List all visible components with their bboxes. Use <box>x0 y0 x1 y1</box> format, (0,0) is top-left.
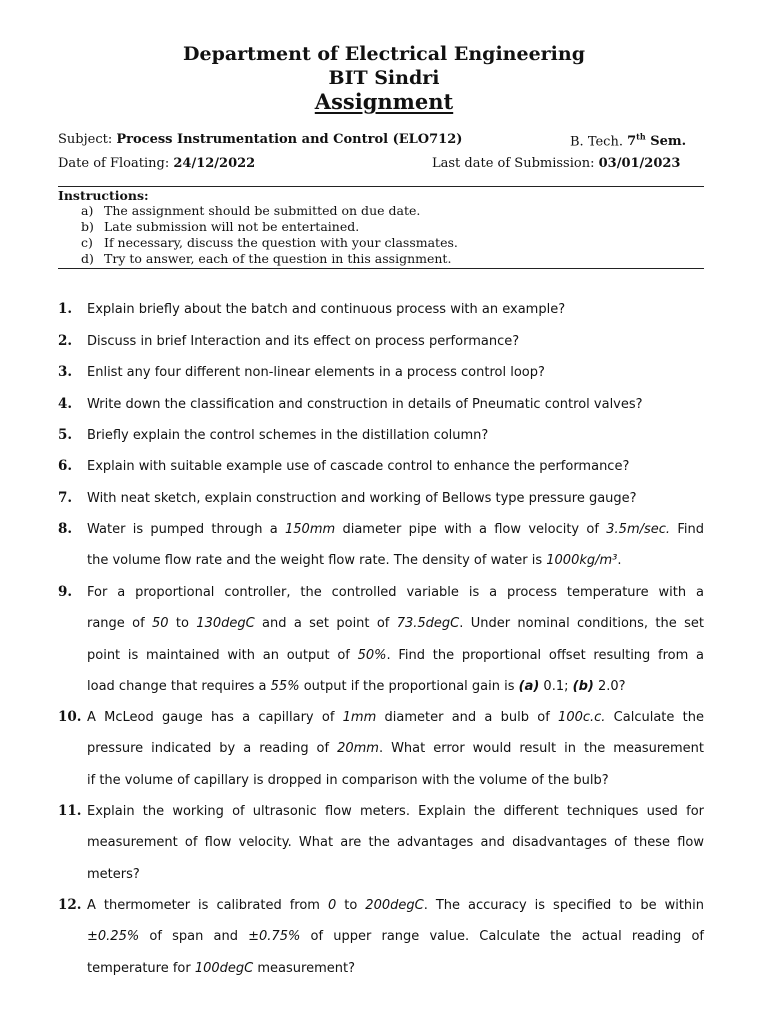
instruction-letter: d) <box>81 251 94 266</box>
instruction-text: Try to answer, each of the question in this assignment. <box>104 251 452 266</box>
bottom-divider <box>58 268 704 269</box>
semester-superscript: th <box>636 132 646 142</box>
question-number: 2. <box>58 333 73 349</box>
question-text-line: load change that requires a 55% output if the proportional gain is (a) 0.1; (b) 2.0? <box>87 679 626 695</box>
question-number: 11. <box>58 803 82 819</box>
question-text-line: Briefly explain the control schemes in the distillation column? <box>87 428 489 443</box>
question-text-line: temperature for 100degC measurement? <box>87 960 355 976</box>
question-text-line: Discuss in brief Interaction and its effect on process performance? <box>87 334 520 349</box>
department-heading: Department of Electrical Engineering <box>183 43 585 65</box>
page-title: Assignment <box>314 89 454 114</box>
question-text-line: Explain with suitable example use of cascade control to enhance the performance? <box>87 459 630 474</box>
instruction-item <box>81 203 458 219</box>
subject-value: Process Instrumentation and Control (ELO712) <box>116 132 463 147</box>
instruction-letter: b) <box>81 219 94 234</box>
question-text-line: point is maintained with an output of 50%. Find the proportional offset resulting from a <box>87 647 705 663</box>
question-number: 4. <box>58 396 73 412</box>
question-number: 6. <box>58 458 73 474</box>
top-divider <box>58 186 704 187</box>
question-text-line: measurement of flow velocity. What are the advantages and disadvantages of these flow <box>87 835 704 851</box>
instruction-text: If necessary, discuss the question with your classmates. <box>104 235 458 250</box>
semester-suffix: Sem. <box>650 134 687 150</box>
question-text-line: meters? <box>87 866 140 882</box>
submission-label: Last date of Submission: <box>432 156 595 171</box>
floating-label: Date of Floating: <box>58 156 170 171</box>
question-text-line: Write down the classification and construction in details of Pneumatic control valves? <box>87 397 643 412</box>
question-text-line: if the volume of capillary is dropped in comparison with the volume of the bulb? <box>87 772 609 788</box>
question-text-line: Explain briefly about the batch and continuous process with an example? <box>87 302 566 317</box>
instruction-item <box>81 251 458 267</box>
floating-date: 24/12/2022 <box>173 156 256 171</box>
instructions-list <box>81 203 458 267</box>
question-text-line: With neat sketch, explain construction and working of Bellows type pressure gauge? <box>87 491 637 506</box>
instruction-item <box>81 235 458 251</box>
instruction-letter: c) <box>81 235 93 250</box>
submission-date: 03/01/2023 <box>598 156 681 171</box>
question-number: 10. <box>58 709 82 725</box>
instruction-letter: a) <box>81 203 94 218</box>
instructions-title: Instructions: <box>58 188 149 203</box>
question-number: 1. <box>58 301 73 317</box>
instruction-text: Late submission will not be entertained. <box>104 219 360 234</box>
semester-line <box>570 132 686 149</box>
question-number: 7. <box>58 490 73 506</box>
question-text-line: range of 50 to 130degC and a set point of 73.5degC. Under nominal conditions, the set <box>87 616 704 632</box>
question-text-line: the volume flow rate and the weight flow rate. The density of water is 1000kg/m³. <box>87 553 622 569</box>
instruction-item <box>81 219 458 235</box>
question-number: 9. <box>58 584 73 600</box>
question-number: 3. <box>58 364 73 380</box>
submission-date-line <box>432 156 680 171</box>
semester-number: 7 <box>627 134 637 150</box>
question-text-line: A thermometer is calibrated from 0 to 200degC. The accuracy is specified to be within <box>87 898 705 913</box>
question-text-line: For a proportional controller, the controlled variable is a process temperature with a <box>87 585 704 600</box>
question-number: 8. <box>58 521 73 537</box>
question-number: 5. <box>58 427 73 443</box>
floating-date-line <box>58 156 255 171</box>
question-text-line: ±0.25% of span and ±0.75% of upper range value. Calculate the actual reading of <box>87 929 704 945</box>
question-text-line: Enlist any four different non-linear elements in a process control loop? <box>87 365 545 380</box>
question-number: 12. <box>58 897 82 913</box>
question-text-line: pressure indicated by a reading of 20mm. What error would result in the measurement <box>87 741 704 757</box>
question-text-line: A McLeod gauge has a capillary of 1mm diameter and a bulb of 100c.c. Calculate the <box>87 710 704 725</box>
question-text-line: Water is pumped through a 150mm diameter pipe with a flow velocity of 3.5m/sec. Find <box>87 522 704 537</box>
subject-label: Subject: <box>58 132 113 147</box>
instruction-text: The assignment should be submitted on due date. <box>104 203 421 218</box>
question-text-line: Explain the working of ultrasonic flow meters. Explain the different techniques used for <box>87 804 704 819</box>
institute-heading: BIT Sindri <box>328 67 440 89</box>
subject-line <box>58 132 462 147</box>
program-label: B. Tech. <box>570 134 623 150</box>
